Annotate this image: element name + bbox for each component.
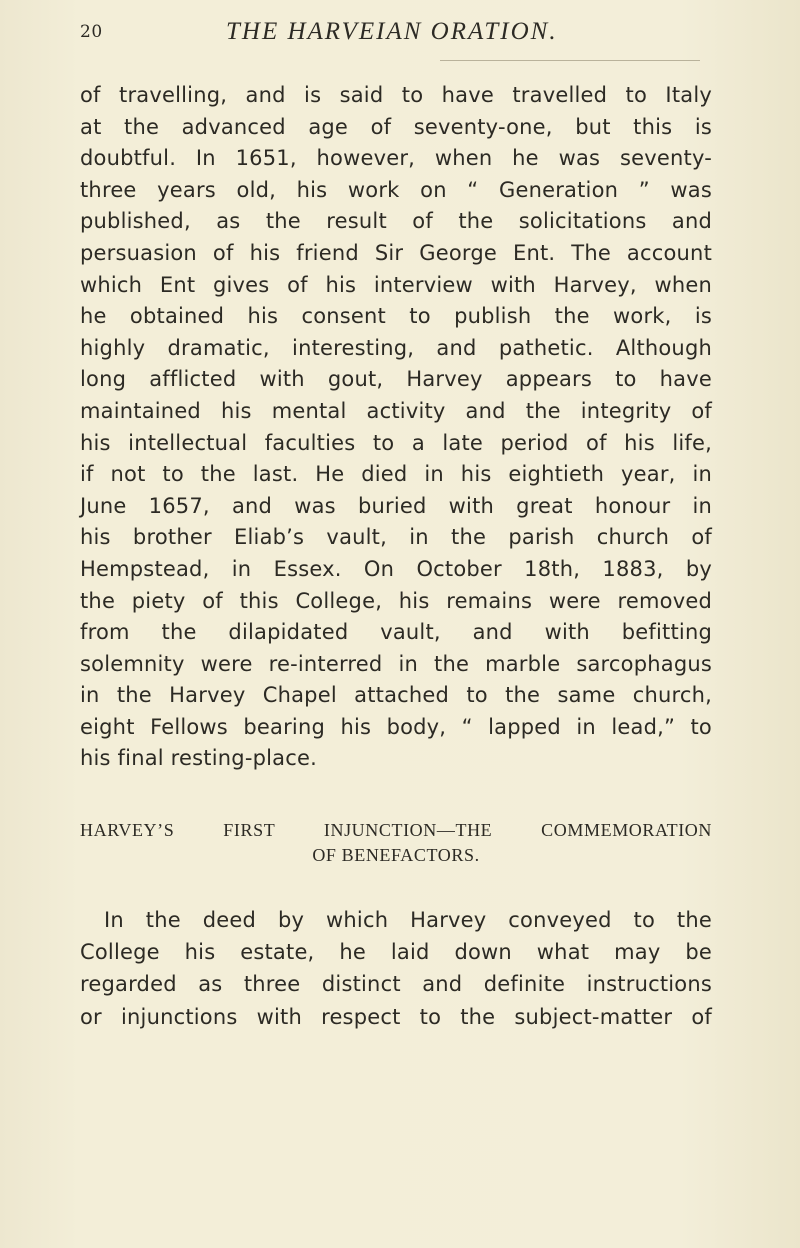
section-heading — [80, 818, 712, 868]
text-line: of travelling, and is said to have travelled to Italy — [80, 83, 712, 107]
text-line: in the Harvey Chapel attached to the same church, — [80, 683, 712, 708]
text-line: In the deed by which Harvey conveyed to the — [104, 908, 712, 932]
heading-line: OF BENEFACTORS. — [312, 845, 480, 865]
text-line: solemnity were re-interred in the marble sarcophagus — [80, 651, 712, 676]
text-line: at the advanced age of seventy-one, but this is — [80, 114, 712, 139]
text-line: long afflicted with gout, Harvey appears to have — [80, 367, 712, 392]
paragraph-1 — [80, 80, 712, 775]
text-line: published, as the result of the solicitations and — [80, 209, 712, 234]
text-line: which Ent gives of his interview with Harvey, when — [80, 272, 712, 297]
page-number: 20 — [80, 22, 103, 42]
text-line: if not to the last. He died in his eightieth year, in — [80, 462, 712, 487]
header-rule — [440, 60, 700, 61]
text-line: eight Fellows bearing his body, “ lapped in lead,” to — [80, 714, 712, 739]
text-line: three years old, his work on “ Generation ” was — [80, 177, 712, 202]
text-line: his intellectual faculties to a late period of his life, — [80, 430, 712, 455]
text-line: persuasion of his friend Sir George Ent. The account — [80, 240, 712, 265]
text-line: he obtained his consent to publish the work, is — [80, 304, 712, 329]
text-line: June 1657, and was buried with great honour in — [80, 493, 712, 518]
text-line: College his estate, he laid down what may be — [80, 940, 712, 965]
heading-line: HARVEY’S FIRST INJUNCTION—THE COMMEMORATION — [80, 820, 712, 840]
text-line: Hempstead, in Essex. On October 18th, 1883, by — [80, 556, 712, 581]
text-line: or injunctions with respect to the subject-matter of — [80, 1004, 712, 1029]
text-line: regarded as three distinct and definite instructions — [80, 972, 712, 997]
page-header — [80, 18, 720, 54]
text-line: his final resting-place. — [80, 746, 317, 771]
text-line: maintained his mental activity and the integrity of — [80, 398, 712, 423]
paragraph-2 — [80, 904, 712, 1033]
text-line: highly dramatic, interesting, and pathetic. Although — [80, 335, 712, 360]
text-line: his brother Eliab’s vault, in the parish church of — [80, 525, 712, 550]
text-line: doubtful. In 1651, however, when he was seventy- — [80, 146, 712, 171]
text-line: the piety of this College, his remains were removed — [80, 588, 712, 613]
text-line: from the dilapidated vault, and with befitting — [80, 620, 712, 645]
running-head: THE HARVEIAN ORATION. — [226, 18, 558, 45]
